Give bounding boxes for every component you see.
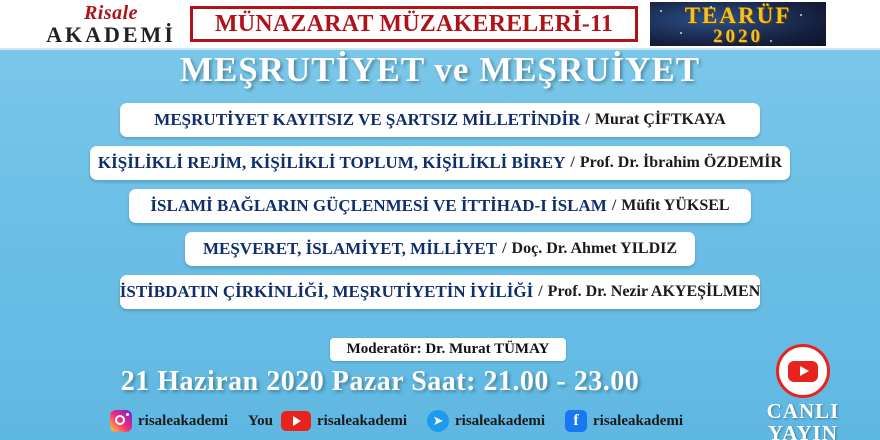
session-row (90, 146, 790, 180)
session-row (120, 275, 760, 309)
session-row (120, 103, 760, 137)
live-line2: YAYIN (768, 421, 838, 440)
youtube-icon (281, 411, 311, 431)
social-handle: risaleakademi (138, 412, 228, 429)
social-instagram[interactable] (110, 410, 228, 432)
social-handle: risaleakademi (317, 412, 408, 429)
session-speaker: Murat ÇİFTKAYA (594, 111, 726, 128)
session-row (129, 189, 751, 223)
session-separator: / (502, 240, 507, 257)
dateline: 21 Haziran 2020 Pazar Saat: 21.00 - 23.00 (120, 366, 640, 397)
session-topic: İSTİBDATIN ÇİRKİNLİĞİ, MEŞRUTİYETİN İYİLİĞİ (119, 282, 534, 301)
youtube-word: You (248, 412, 274, 429)
session-speaker: Müfit YÜKSEL (621, 197, 730, 214)
twitter-icon: ➤ (427, 410, 449, 432)
live-line1: CANLI (766, 399, 840, 423)
social-row (110, 408, 750, 434)
session-topic: MEŞVERET, İSLAMİYET, MİLLİYET (202, 239, 498, 258)
session-speaker: Doç. Dr. Ahmet YILDIZ (511, 240, 678, 257)
session-separator: / (611, 197, 617, 214)
session-speaker: Prof. Dr. İbrahim ÖZDEMİR (579, 154, 783, 171)
session-separator: / (585, 111, 590, 128)
tearuf-line1: TEARÜF (684, 3, 792, 28)
moderator-label: Moderatör: Dr. Murat TÜMAY (346, 341, 550, 357)
session-topic: MEŞRUTİYET KAYITSIZ VE ŞARTSIZ MİLLETİNDİR (154, 110, 581, 129)
program-title-box (190, 6, 638, 42)
live-badge[interactable] (744, 344, 862, 440)
session-topic: İSLAMİ BAĞLARIN GÜÇLENMESİ VE İTTİHAD-I İSLAM (150, 196, 607, 215)
header-band (0, 0, 880, 50)
session-topic: KİŞİLİKLİ REJİM, KİŞİLİKLİ TOPLUM, KİŞİLİKLİ BİREY (97, 153, 566, 172)
brand-logo (36, 3, 186, 47)
facebook-icon: f (565, 410, 587, 432)
brand-line1: Risale (83, 2, 139, 24)
session-separator: / (538, 283, 543, 300)
tearuf-line2: 2020 (713, 26, 763, 47)
session-separator: / (570, 154, 575, 171)
headline: MEŞRUTİYET ve MEŞRUİYET (179, 50, 701, 89)
social-handle: risaleakademi (593, 412, 684, 429)
youtube-play-icon (776, 344, 830, 398)
instagram-icon (110, 410, 132, 432)
session-row (185, 232, 695, 266)
moderator-box (330, 338, 566, 361)
brand-line2: AKADEMİ (46, 22, 176, 47)
social-youtube[interactable] (248, 411, 407, 431)
social-handle: risaleakademi (455, 412, 546, 429)
tearuf-badge (648, 0, 828, 48)
social-facebook[interactable] (565, 410, 683, 432)
social-twitter[interactable] (427, 410, 545, 432)
session-list (0, 103, 880, 318)
program-title: MÜNAZARAT MÜZAKERELERİ-11 (214, 10, 614, 37)
session-speaker: Prof. Dr. Nezir AKYEŞİLMEN (547, 283, 761, 300)
